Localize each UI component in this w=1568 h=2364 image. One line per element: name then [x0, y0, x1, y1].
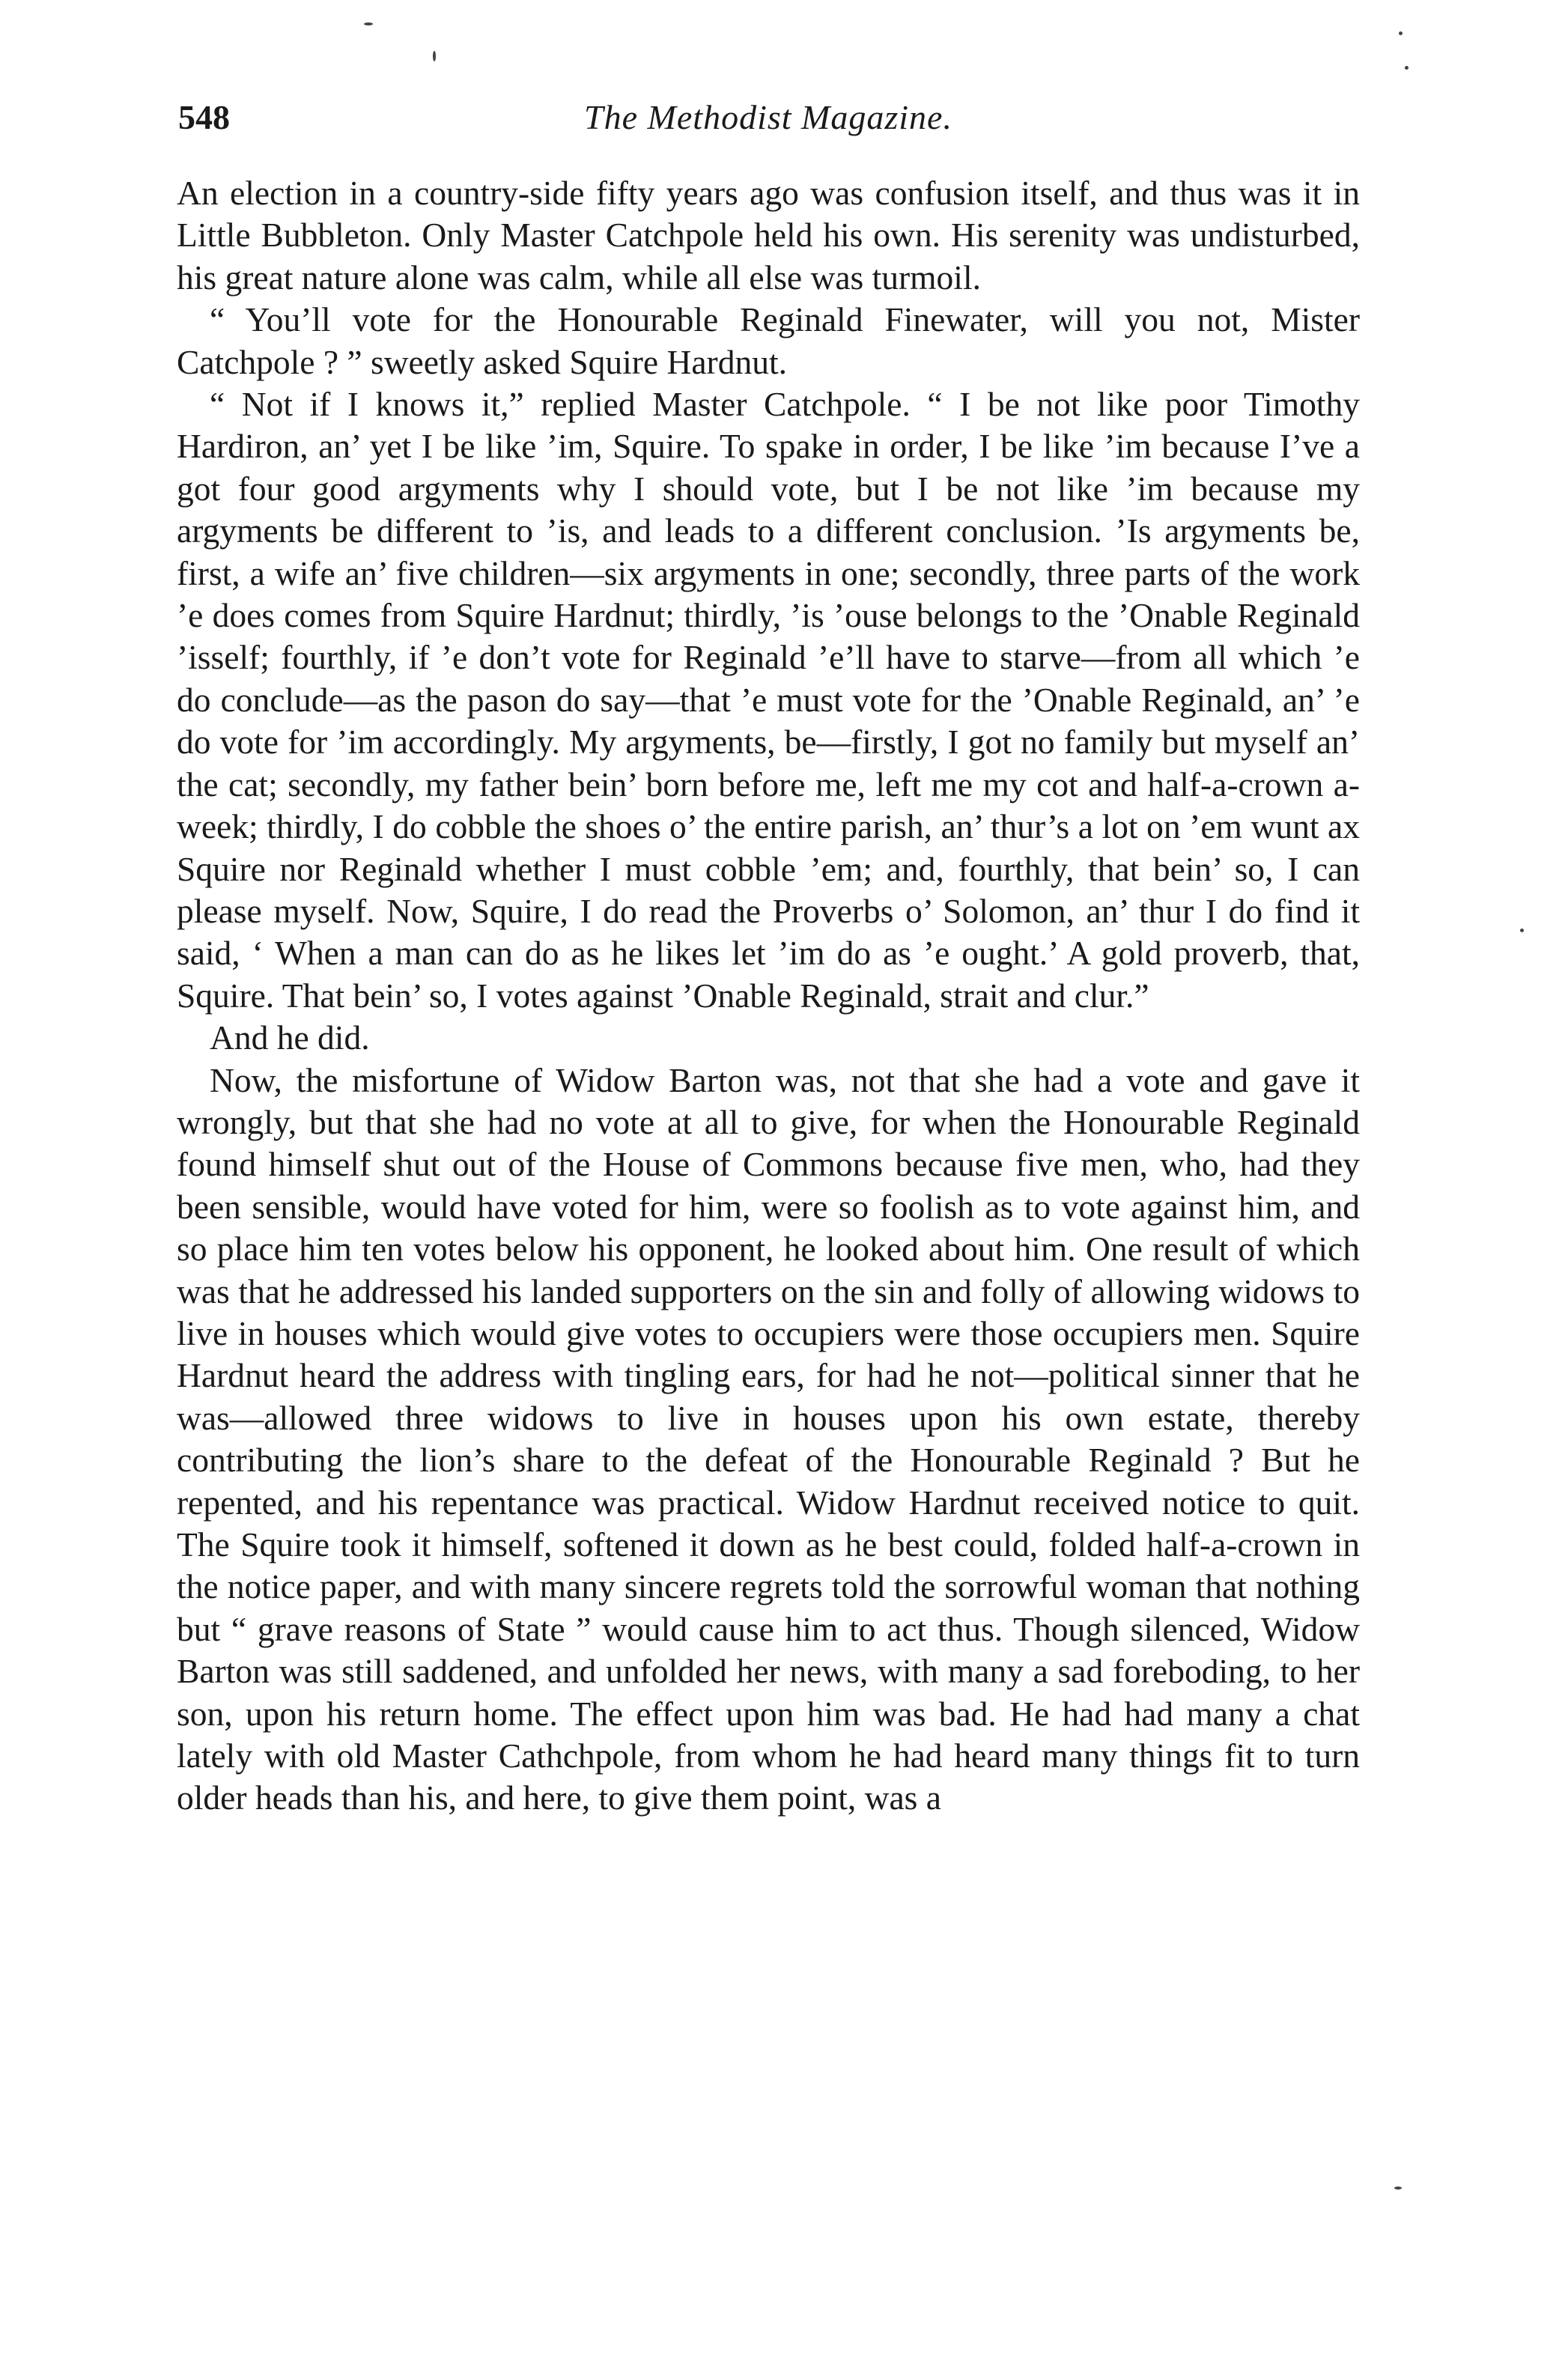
paragraph: “ You’ll vote for the Honourable Reginald Finewater, will you not, Mister Catchpole ? ” sweetly asked Squire Hardnut.	[177, 300, 1360, 381]
body-text	[177, 172, 1360, 1820]
paragraph: And he did.	[210, 1018, 370, 1057]
scan-speck	[364, 22, 373, 25]
scan-speck	[1399, 31, 1403, 35]
paragraph: “ Not if I knows it,” replied Master Catchpole. “ I be not like poor Timothy Hardiron, an’ yet I be like ’im, Squire. To spake in order, I be like ’im because I’ve a got four good argyments why I should vote, but I be not like ’im because my argyments be different to ’is, and leads to a different conclusion. ’Is argyments be, first, a wife an’ five children—six argyments in one; secondly, three parts of the work ’e does comes from Squire Hardnut; thirdly, ’is ’ouse belongs to the ’Onable Reginald ’isself; fourthly, if ’e don’t vote for Reginald ’e’ll have to starve—from all which ’e do conclude—as the pason do say—that ’e must vote for the ’Onable Reginald, an’ ’e do vote for ’im accordingly. My argyments, be—firstly, I got no family but myself an’ the cat; secondly, my father bein’ born before me, left me my cot and half-a-crown a-week; thirdly, I do cobble the shoes o’ the entire parish, an’ thur’s a lot on ’em wunt ax Squire nor Reginald whether I must cobble ’em; and, fourthly, that bein’ so, I can please myself. Now, Squire, I do read the Proverbs o’ Solomon, an’ thur I do find it said, ‘ When a man can do as he likes let ’im do as ’e ought.’ A gold proverb, that, Squire. That bein’ so, I votes against ’Onable Reginald, strait and clur.”	[177, 385, 1360, 1015]
scan-speck	[1394, 2187, 1402, 2190]
page-header	[177, 90, 1360, 150]
page	[177, 90, 1360, 1820]
paragraph: Now, the misfortune of Widow Barton was, not that she had a vote and gave it wrongly, but that she had no vote at all to give, for when the Honourable Reginald found himself shut out of the House of Commons because five men, who, had they been sensible, would have voted for him, were so foolish as to vote against him, and so place him ten votes below his opponent, he looked about him. One result of which was that he addressed his landed supporters on the sin and folly of allowing widows to live in houses which would give votes to occupiers were those occupiers men. Squire Hardnut heard the address with tingling ears, for had he not—political sinner that he was—allowed three widows to live in houses upon his own estate, thereby contributing the lion’s share to the defeat of the Honourable Reginald ? But he repented, and his repentance was practical. Widow Hardnut received notice to quit. The Squire took it himself, softened it down as he best could, folded half-a-crown in the notice paper, and with many sincere regrets told the sorrowful woman that nothing but “ grave reasons of State ” would cause him to act thus. Though silenced, Widow Barton was still saddened, and unfolded her news, with many a sad foreboding, to her son, upon his return home. The effect upon him was bad. He had had many a chat lately with old Master Cathchpole, from whom he had heard many things fit to turn older heads than his, and here, to give them point, was a	[177, 1060, 1360, 1817]
running-title: The Methodist Magazine.	[584, 98, 952, 136]
page-number: 548	[178, 98, 230, 136]
scan-speck	[433, 51, 436, 61]
paragraph: An election in a country-side fifty years ago was confusion itself, and thus was it in Little Bubbleton. Only Master Catchpole held his own. His serenity was undisturbed, his great nature alone was calm, while all else was turmoil.	[177, 174, 1360, 297]
scan-speck	[1405, 66, 1409, 70]
scan-speck	[1520, 929, 1524, 932]
